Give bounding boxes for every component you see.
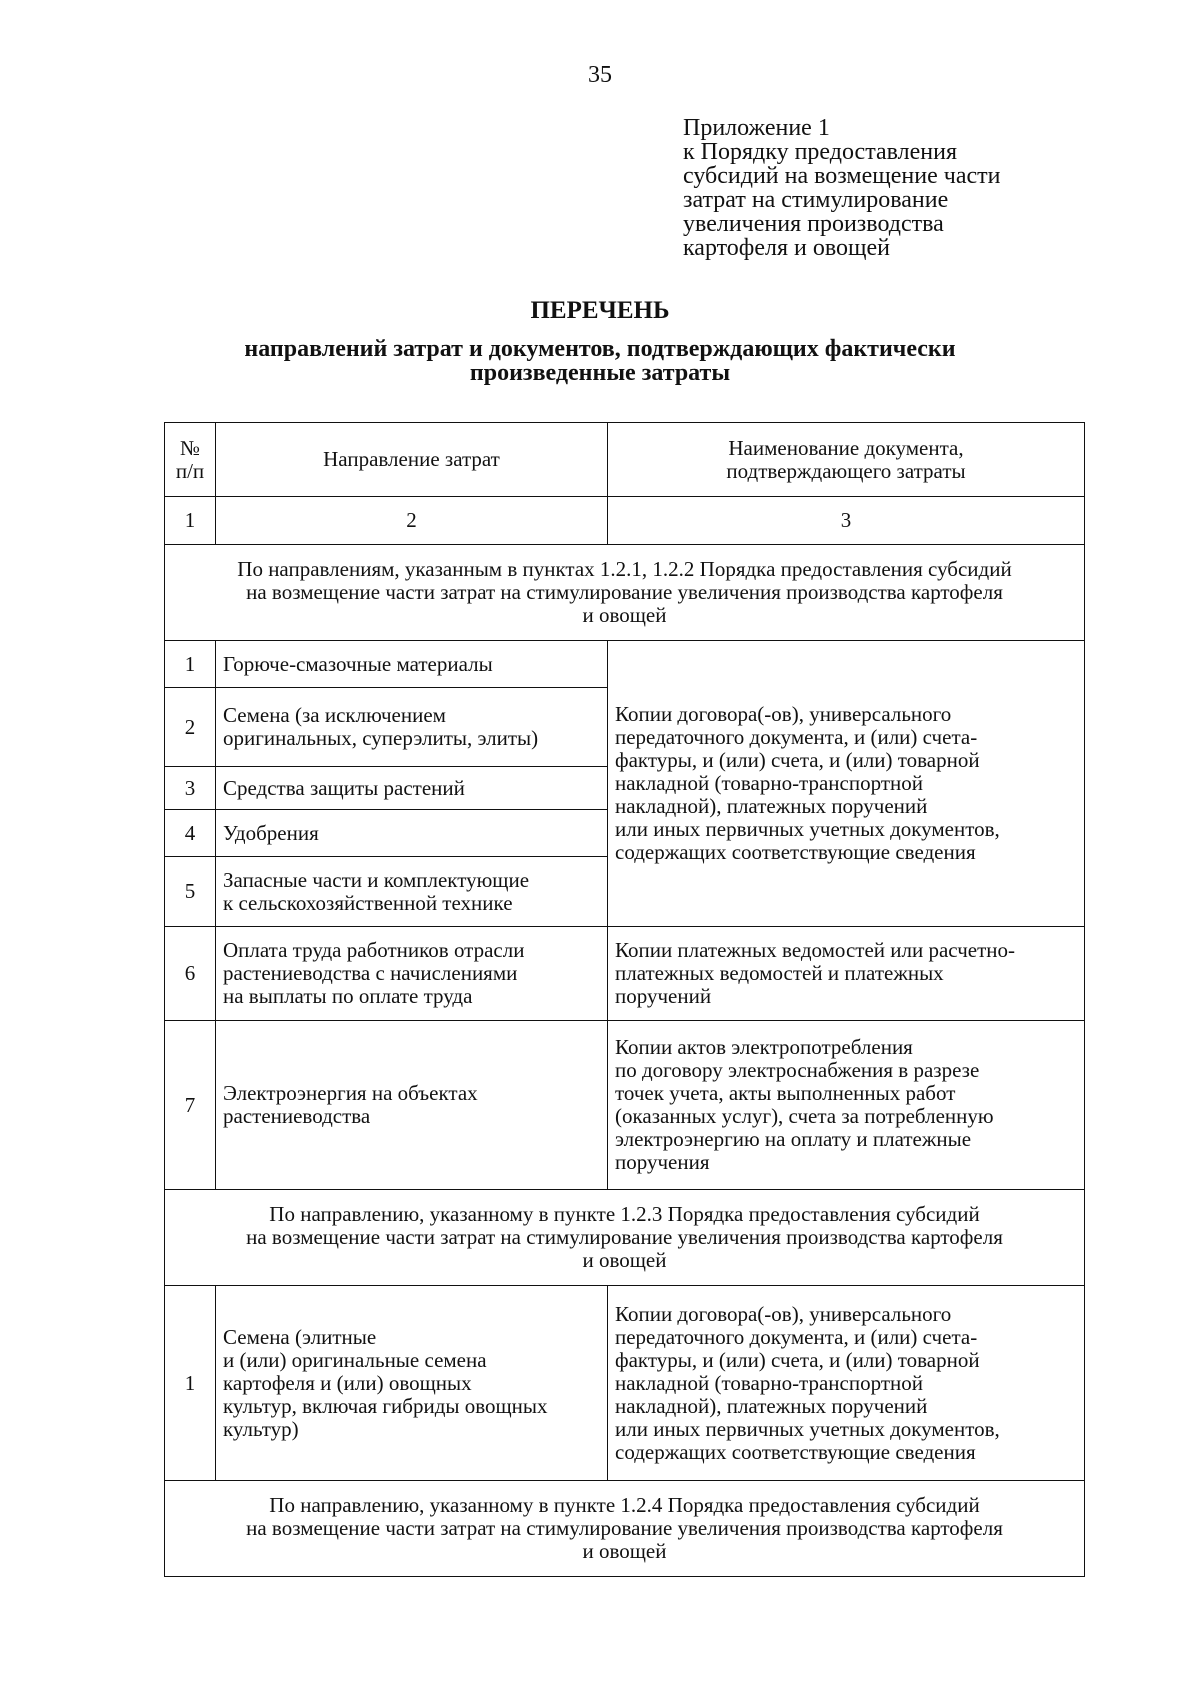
row-num: 1 bbox=[165, 641, 216, 688]
direction-line: на выплаты по оплате труда bbox=[223, 984, 473, 1008]
document-line: или иных первичных учетных документов, bbox=[615, 817, 1000, 841]
column-number-row bbox=[165, 497, 1085, 545]
table-row bbox=[165, 641, 1085, 688]
direction-line: Запасные части и комплектующие bbox=[223, 867, 530, 892]
direction-line: культур, включая гибриды овощных bbox=[223, 1393, 548, 1418]
appendix-line: увеличения производства bbox=[683, 211, 944, 237]
header-direction: Направление затрат bbox=[216, 423, 608, 497]
appendix-line: субсидий на возмещение части bbox=[683, 163, 1001, 189]
appendix-note bbox=[683, 116, 1000, 260]
row-document-shared bbox=[608, 641, 1085, 927]
section-title bbox=[165, 545, 1085, 641]
document-line: содержащих соответствующие сведения bbox=[615, 1439, 976, 1464]
row-num: 1 bbox=[165, 1286, 216, 1481]
document-line: поручения bbox=[615, 1150, 710, 1174]
section-title-line: и овощей bbox=[582, 1248, 667, 1272]
direction-line: растениеводства с начислениями bbox=[223, 961, 518, 985]
direction-line: Средства защиты растений bbox=[223, 775, 465, 800]
direction-line: Оплата труда работников отрасли bbox=[223, 938, 525, 962]
row-document bbox=[608, 1021, 1085, 1190]
document-line: электроэнергию на оплату и платежные bbox=[615, 1127, 972, 1151]
direction-line: к сельскохозяйственной технике bbox=[223, 890, 513, 915]
document-line: накладной), платежных поручений bbox=[615, 794, 928, 818]
document-line: передаточного документа, и (или) счета- bbox=[615, 725, 978, 749]
table-header-row bbox=[165, 423, 1085, 497]
direction-line: Удобрения bbox=[223, 820, 319, 845]
row-num: 5 bbox=[165, 857, 216, 927]
appendix-line: картофеля и овощей bbox=[683, 235, 891, 261]
header-num-line: п/п bbox=[175, 458, 205, 483]
row-direction bbox=[216, 1021, 608, 1190]
appendix-line: затрат на стимулирование bbox=[683, 187, 949, 213]
appendix-line: Приложение 1 bbox=[683, 115, 830, 141]
section-title-line: на возмещение части затрат на стимулирование увеличения производства картофеля bbox=[246, 580, 1003, 604]
section-title-line: и овощей bbox=[582, 603, 667, 627]
row-direction bbox=[216, 767, 608, 810]
page-number: 35 bbox=[588, 62, 612, 88]
document-line: Копии договора(-ов), универсального bbox=[615, 702, 952, 726]
document-line: Копии платежных ведомостей или расчетно- bbox=[615, 938, 1015, 962]
row-document bbox=[608, 1286, 1085, 1481]
section-title-line: По направлениям, указанным в пунктах 1.2.1, 1.2.2 Порядка предоставления субсидий bbox=[237, 557, 1012, 581]
row-direction bbox=[216, 641, 608, 688]
document-line: Копии актов электропотребления bbox=[615, 1035, 913, 1059]
header-document-line: Наименование документа, bbox=[728, 435, 964, 460]
document-line: платежных ведомостей и платежных bbox=[615, 961, 944, 985]
section-title-line: на возмещение части затрат на стимулирование увеличения производства картофеля bbox=[246, 1516, 1003, 1540]
header-num-line: № bbox=[179, 435, 201, 460]
row-num: 7 bbox=[165, 1021, 216, 1190]
row-num: 6 bbox=[165, 927, 216, 1021]
direction-line: культур) bbox=[223, 1416, 299, 1441]
direction-line: и (или) оригинальные семена bbox=[223, 1347, 487, 1372]
document-subtitle bbox=[0, 337, 1200, 385]
direction-line: Горюче-смазочные материалы bbox=[223, 651, 493, 676]
table-row bbox=[165, 1021, 1085, 1190]
row-direction bbox=[216, 1286, 608, 1481]
header-document-line: подтверждающего затраты bbox=[726, 458, 966, 483]
appendix-line: к Порядку предоставления bbox=[683, 139, 958, 165]
subtitle-line: произведенные затраты bbox=[469, 360, 731, 386]
section-title-line: По направлению, указанному в пункте 1.2.4 Порядка предоставления субсидий bbox=[269, 1493, 980, 1517]
col-number: 2 bbox=[216, 497, 608, 545]
row-direction bbox=[216, 688, 608, 767]
section-title bbox=[165, 1190, 1085, 1286]
table-row bbox=[165, 1286, 1085, 1481]
direction-line: растениеводства bbox=[223, 1104, 371, 1128]
document-line: точек учета, акты выполненных работ bbox=[615, 1081, 956, 1105]
row-direction bbox=[216, 857, 608, 927]
document-line: поручений bbox=[615, 984, 712, 1008]
section-title-line: на возмещение части затрат на стимулирование увеличения производства картофеля bbox=[246, 1225, 1003, 1249]
document-line: накладной), платежных поручений bbox=[615, 1393, 928, 1418]
row-direction bbox=[216, 927, 608, 1021]
section-row bbox=[165, 1190, 1085, 1286]
col-number: 3 bbox=[608, 497, 1085, 545]
direction-line: Семена (за исключением bbox=[223, 703, 446, 727]
document-line: по договору электроснабжения в разрезе bbox=[615, 1058, 980, 1082]
row-num: 4 bbox=[165, 810, 216, 857]
section-row bbox=[165, 1481, 1085, 1577]
section-title-line: и овощей bbox=[582, 1539, 667, 1563]
document-line: фактуры, и (или) счета, и (или) товарной bbox=[615, 1347, 980, 1372]
direction-line: Семена (элитные bbox=[223, 1324, 377, 1349]
subtitle-line: направлений затрат и документов, подтверждающих фактически bbox=[244, 336, 956, 362]
section-row bbox=[165, 545, 1085, 641]
direction-line: оригинальных, суперэлиты, элиты) bbox=[223, 726, 539, 750]
document-line: содержащих соответствующие сведения bbox=[615, 840, 976, 864]
expense-table bbox=[164, 422, 1085, 1577]
table-row bbox=[165, 927, 1085, 1021]
section-title bbox=[165, 1481, 1085, 1577]
row-num: 2 bbox=[165, 688, 216, 767]
direction-line: Электроэнергия на объектах bbox=[223, 1081, 478, 1105]
document-title: ПЕРЕЧЕНЬ bbox=[530, 297, 670, 324]
document-line: накладной (товарно-транспортной bbox=[615, 1370, 923, 1395]
row-document bbox=[608, 927, 1085, 1021]
direction-line: картофеля и (или) овощных bbox=[223, 1370, 472, 1395]
col-number: 1 bbox=[165, 497, 216, 545]
document-line: (оказанных услуг), счета за потребленную bbox=[615, 1104, 994, 1128]
document-line: накладной (товарно-транспортной bbox=[615, 771, 923, 795]
row-direction bbox=[216, 810, 608, 857]
document-line: Копии договора(-ов), универсального bbox=[615, 1301, 952, 1326]
document-line: или иных первичных учетных документов, bbox=[615, 1416, 1000, 1441]
document-line: фактуры, и (или) счета, и (или) товарной bbox=[615, 748, 980, 772]
section-title-line: По направлению, указанному в пункте 1.2.3 Порядка предоставления субсидий bbox=[269, 1202, 980, 1226]
header-num bbox=[165, 423, 216, 497]
row-num: 3 bbox=[165, 767, 216, 810]
header-document bbox=[608, 423, 1085, 497]
document-line: передаточного документа, и (или) счета- bbox=[615, 1324, 978, 1349]
